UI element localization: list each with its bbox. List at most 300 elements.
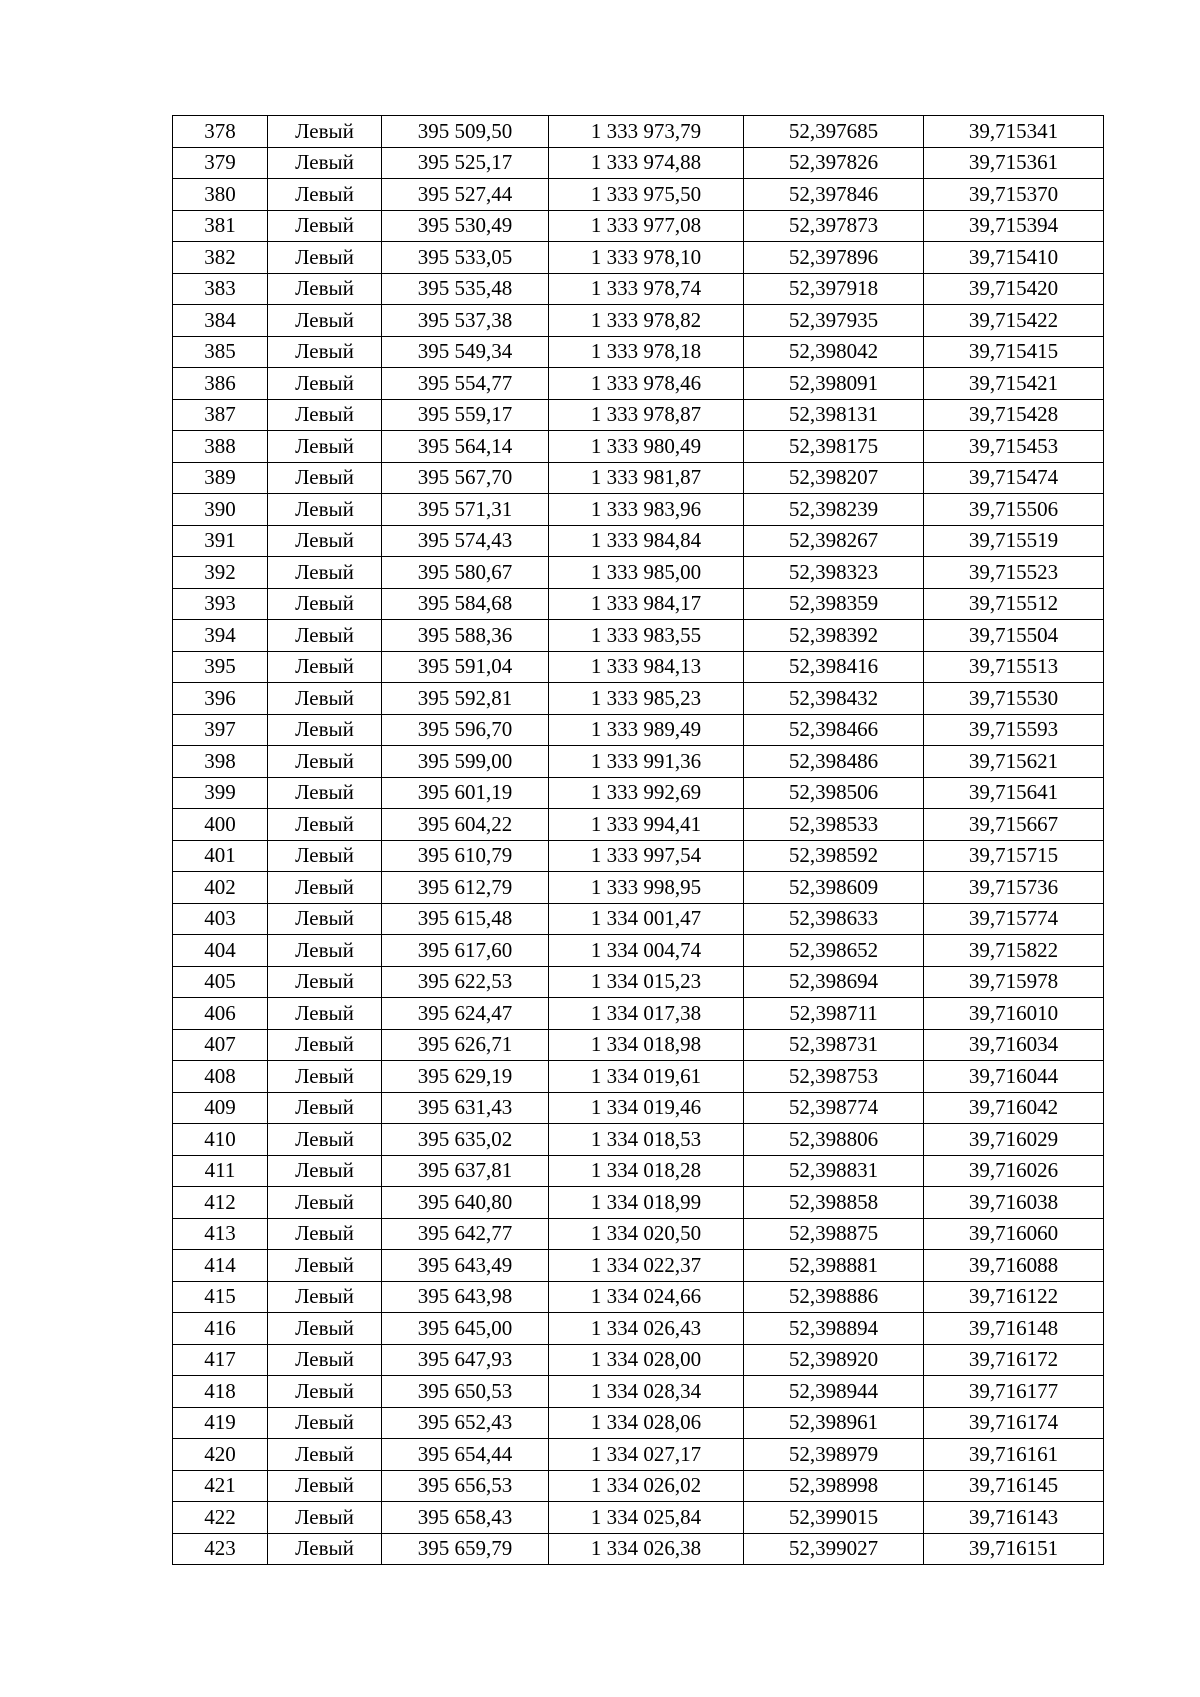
table-row	[173, 431, 1104, 463]
side-cell: Левый	[268, 116, 382, 148]
latitude-cell: 52,397846	[744, 179, 924, 211]
side-cell: Левый	[268, 557, 382, 589]
y-coordinate-cell: 1 334 017,38	[549, 998, 744, 1030]
longitude-cell: 39,716174	[924, 1407, 1104, 1439]
longitude-cell: 39,715715	[924, 840, 1104, 872]
table-row	[173, 525, 1104, 557]
longitude-cell: 39,715370	[924, 179, 1104, 211]
table-row	[173, 1533, 1104, 1565]
table-row	[173, 1155, 1104, 1187]
x-coordinate-cell: 395 637,81	[382, 1155, 549, 1187]
x-coordinate-cell: 395 588,36	[382, 620, 549, 652]
x-coordinate-cell: 395 580,67	[382, 557, 549, 589]
point-number-cell: 404	[173, 935, 268, 967]
y-coordinate-cell: 1 333 973,79	[549, 116, 744, 148]
y-coordinate-cell: 1 333 984,13	[549, 651, 744, 683]
x-coordinate-cell: 395 643,49	[382, 1250, 549, 1282]
longitude-cell: 39,715513	[924, 651, 1104, 683]
longitude-cell: 39,715428	[924, 399, 1104, 431]
point-number-cell: 400	[173, 809, 268, 841]
latitude-cell: 52,398731	[744, 1029, 924, 1061]
x-coordinate-cell: 395 626,71	[382, 1029, 549, 1061]
point-number-cell: 380	[173, 179, 268, 211]
point-number-cell: 420	[173, 1439, 268, 1471]
longitude-cell: 39,715822	[924, 935, 1104, 967]
table-row	[173, 368, 1104, 400]
point-number-cell: 396	[173, 683, 268, 715]
table-row	[173, 746, 1104, 778]
x-coordinate-cell: 395 591,04	[382, 651, 549, 683]
x-coordinate-cell: 395 640,80	[382, 1187, 549, 1219]
side-cell: Левый	[268, 714, 382, 746]
longitude-cell: 39,716161	[924, 1439, 1104, 1471]
side-cell: Левый	[268, 840, 382, 872]
latitude-cell: 52,398175	[744, 431, 924, 463]
point-number-cell: 405	[173, 966, 268, 998]
latitude-cell: 52,398875	[744, 1218, 924, 1250]
y-coordinate-cell: 1 334 019,61	[549, 1061, 744, 1093]
side-cell: Левый	[268, 242, 382, 274]
y-coordinate-cell: 1 334 018,28	[549, 1155, 744, 1187]
latitude-cell: 52,398753	[744, 1061, 924, 1093]
point-number-cell: 390	[173, 494, 268, 526]
x-coordinate-cell: 395 601,19	[382, 777, 549, 809]
point-number-cell: 411	[173, 1155, 268, 1187]
side-cell: Левый	[268, 1313, 382, 1345]
x-coordinate-cell: 395 525,17	[382, 147, 549, 179]
latitude-cell: 52,397935	[744, 305, 924, 337]
latitude-cell: 52,398466	[744, 714, 924, 746]
side-cell: Левый	[268, 809, 382, 841]
point-number-cell: 421	[173, 1470, 268, 1502]
side-cell: Левый	[268, 935, 382, 967]
side-cell: Левый	[268, 620, 382, 652]
x-coordinate-cell: 395 533,05	[382, 242, 549, 274]
table-row	[173, 872, 1104, 904]
latitude-cell: 52,398592	[744, 840, 924, 872]
x-coordinate-cell: 395 574,43	[382, 525, 549, 557]
table-row	[173, 966, 1104, 998]
side-cell: Левый	[268, 1187, 382, 1219]
side-cell: Левый	[268, 1281, 382, 1313]
side-cell: Левый	[268, 147, 382, 179]
point-number-cell: 406	[173, 998, 268, 1030]
table-row	[173, 179, 1104, 211]
x-coordinate-cell: 395 509,50	[382, 116, 549, 148]
longitude-cell: 39,716088	[924, 1250, 1104, 1282]
x-coordinate-cell: 395 617,60	[382, 935, 549, 967]
latitude-cell: 52,398323	[744, 557, 924, 589]
x-coordinate-cell: 395 629,19	[382, 1061, 549, 1093]
table-row	[173, 116, 1104, 148]
y-coordinate-cell: 1 333 984,84	[549, 525, 744, 557]
y-coordinate-cell: 1 333 978,82	[549, 305, 744, 337]
latitude-cell: 52,398432	[744, 683, 924, 715]
side-cell: Левый	[268, 1061, 382, 1093]
x-coordinate-cell: 395 535,48	[382, 273, 549, 305]
y-coordinate-cell: 1 333 980,49	[549, 431, 744, 463]
point-number-cell: 385	[173, 336, 268, 368]
longitude-cell: 39,715422	[924, 305, 1104, 337]
x-coordinate-cell: 395 650,53	[382, 1376, 549, 1408]
x-coordinate-cell: 395 615,48	[382, 903, 549, 935]
y-coordinate-cell: 1 333 989,49	[549, 714, 744, 746]
latitude-cell: 52,397685	[744, 116, 924, 148]
longitude-cell: 39,715774	[924, 903, 1104, 935]
y-coordinate-cell: 1 334 015,23	[549, 966, 744, 998]
point-number-cell: 391	[173, 525, 268, 557]
table-row	[173, 1187, 1104, 1219]
side-cell: Левый	[268, 998, 382, 1030]
y-coordinate-cell: 1 334 026,43	[549, 1313, 744, 1345]
table-row	[173, 147, 1104, 179]
latitude-cell: 52,398886	[744, 1281, 924, 1313]
longitude-cell: 39,715621	[924, 746, 1104, 778]
y-coordinate-cell: 1 334 020,50	[549, 1218, 744, 1250]
point-number-cell: 416	[173, 1313, 268, 1345]
longitude-cell: 39,715341	[924, 116, 1104, 148]
point-number-cell: 387	[173, 399, 268, 431]
point-number-cell: 397	[173, 714, 268, 746]
side-cell: Левый	[268, 777, 382, 809]
point-number-cell: 409	[173, 1092, 268, 1124]
table-row	[173, 1502, 1104, 1534]
side-cell: Левый	[268, 1092, 382, 1124]
x-coordinate-cell: 395 645,00	[382, 1313, 549, 1345]
point-number-cell: 403	[173, 903, 268, 935]
longitude-cell: 39,716143	[924, 1502, 1104, 1534]
longitude-cell: 39,716026	[924, 1155, 1104, 1187]
y-coordinate-cell: 1 334 025,84	[549, 1502, 744, 1534]
table-row	[173, 714, 1104, 746]
y-coordinate-cell: 1 334 024,66	[549, 1281, 744, 1313]
side-cell: Левый	[268, 305, 382, 337]
point-number-cell: 410	[173, 1124, 268, 1156]
y-coordinate-cell: 1 334 018,98	[549, 1029, 744, 1061]
y-coordinate-cell: 1 333 998,95	[549, 872, 744, 904]
point-number-cell: 384	[173, 305, 268, 337]
x-coordinate-cell: 395 530,49	[382, 210, 549, 242]
table-row	[173, 1376, 1104, 1408]
latitude-cell: 52,398392	[744, 620, 924, 652]
point-number-cell: 419	[173, 1407, 268, 1439]
side-cell: Левый	[268, 210, 382, 242]
point-number-cell: 414	[173, 1250, 268, 1282]
latitude-cell: 52,398359	[744, 588, 924, 620]
point-number-cell: 402	[173, 872, 268, 904]
side-cell: Левый	[268, 179, 382, 211]
y-coordinate-cell: 1 334 001,47	[549, 903, 744, 935]
table-row	[173, 242, 1104, 274]
side-cell: Левый	[268, 1124, 382, 1156]
point-number-cell: 423	[173, 1533, 268, 1565]
latitude-cell: 52,399027	[744, 1533, 924, 1565]
point-number-cell: 398	[173, 746, 268, 778]
latitude-cell: 52,398533	[744, 809, 924, 841]
y-coordinate-cell: 1 333 983,96	[549, 494, 744, 526]
x-coordinate-cell: 395 654,44	[382, 1439, 549, 1471]
y-coordinate-cell: 1 333 985,23	[549, 683, 744, 715]
latitude-cell: 52,398652	[744, 935, 924, 967]
x-coordinate-cell: 395 610,79	[382, 840, 549, 872]
latitude-cell: 52,399015	[744, 1502, 924, 1534]
longitude-cell: 39,716060	[924, 1218, 1104, 1250]
longitude-cell: 39,715530	[924, 683, 1104, 715]
table-row	[173, 399, 1104, 431]
longitude-cell: 39,715593	[924, 714, 1104, 746]
x-coordinate-cell: 395 656,53	[382, 1470, 549, 1502]
point-number-cell: 388	[173, 431, 268, 463]
longitude-cell: 39,715504	[924, 620, 1104, 652]
point-number-cell: 389	[173, 462, 268, 494]
table-row	[173, 1092, 1104, 1124]
x-coordinate-cell: 395 584,68	[382, 588, 549, 620]
side-cell: Левый	[268, 651, 382, 683]
table-row	[173, 809, 1104, 841]
coordinates-table-body	[173, 116, 1104, 1565]
latitude-cell: 52,398694	[744, 966, 924, 998]
y-coordinate-cell: 1 334 018,99	[549, 1187, 744, 1219]
latitude-cell: 52,397896	[744, 242, 924, 274]
x-coordinate-cell: 395 612,79	[382, 872, 549, 904]
table-row	[173, 462, 1104, 494]
x-coordinate-cell: 395 647,93	[382, 1344, 549, 1376]
point-number-cell: 386	[173, 368, 268, 400]
longitude-cell: 39,715410	[924, 242, 1104, 274]
side-cell: Левый	[268, 462, 382, 494]
latitude-cell: 52,398239	[744, 494, 924, 526]
y-coordinate-cell: 1 333 978,87	[549, 399, 744, 431]
x-coordinate-cell: 395 658,43	[382, 1502, 549, 1534]
longitude-cell: 39,715415	[924, 336, 1104, 368]
point-number-cell: 422	[173, 1502, 268, 1534]
longitude-cell: 39,715420	[924, 273, 1104, 305]
x-coordinate-cell: 395 564,14	[382, 431, 549, 463]
y-coordinate-cell: 1 333 997,54	[549, 840, 744, 872]
longitude-cell: 39,715978	[924, 966, 1104, 998]
latitude-cell: 52,398961	[744, 1407, 924, 1439]
table-row	[173, 588, 1104, 620]
table-row	[173, 1250, 1104, 1282]
side-cell: Левый	[268, 1376, 382, 1408]
side-cell: Левый	[268, 966, 382, 998]
y-coordinate-cell: 1 333 984,17	[549, 588, 744, 620]
x-coordinate-cell: 395 643,98	[382, 1281, 549, 1313]
point-number-cell: 407	[173, 1029, 268, 1061]
longitude-cell: 39,715506	[924, 494, 1104, 526]
latitude-cell: 52,398894	[744, 1313, 924, 1345]
side-cell: Левый	[268, 1407, 382, 1439]
y-coordinate-cell: 1 334 026,38	[549, 1533, 744, 1565]
longitude-cell: 39,715453	[924, 431, 1104, 463]
x-coordinate-cell: 395 635,02	[382, 1124, 549, 1156]
point-number-cell: 392	[173, 557, 268, 589]
point-number-cell: 399	[173, 777, 268, 809]
point-number-cell: 412	[173, 1187, 268, 1219]
side-cell: Левый	[268, 368, 382, 400]
longitude-cell: 39,716010	[924, 998, 1104, 1030]
x-coordinate-cell: 395 567,70	[382, 462, 549, 494]
side-cell: Левый	[268, 1155, 382, 1187]
side-cell: Левый	[268, 336, 382, 368]
latitude-cell: 52,398131	[744, 399, 924, 431]
table-row	[173, 1218, 1104, 1250]
longitude-cell: 39,715667	[924, 809, 1104, 841]
latitude-cell: 52,398042	[744, 336, 924, 368]
side-cell: Левый	[268, 683, 382, 715]
point-number-cell: 379	[173, 147, 268, 179]
table-row	[173, 305, 1104, 337]
x-coordinate-cell: 395 549,34	[382, 336, 549, 368]
longitude-cell: 39,716029	[924, 1124, 1104, 1156]
longitude-cell: 39,716172	[924, 1344, 1104, 1376]
longitude-cell: 39,715519	[924, 525, 1104, 557]
latitude-cell: 52,397918	[744, 273, 924, 305]
side-cell: Левый	[268, 903, 382, 935]
x-coordinate-cell: 395 659,79	[382, 1533, 549, 1565]
table-row	[173, 683, 1104, 715]
table-row	[173, 903, 1104, 935]
x-coordinate-cell: 395 527,44	[382, 179, 549, 211]
longitude-cell: 39,716151	[924, 1533, 1104, 1565]
longitude-cell: 39,715421	[924, 368, 1104, 400]
point-number-cell: 378	[173, 116, 268, 148]
y-coordinate-cell: 1 334 022,37	[549, 1250, 744, 1282]
table-row	[173, 1407, 1104, 1439]
longitude-cell: 39,716044	[924, 1061, 1104, 1093]
side-cell: Левый	[268, 1533, 382, 1565]
latitude-cell: 52,398633	[744, 903, 924, 935]
x-coordinate-cell: 395 537,38	[382, 305, 549, 337]
latitude-cell: 52,398609	[744, 872, 924, 904]
table-row	[173, 1124, 1104, 1156]
point-number-cell: 383	[173, 273, 268, 305]
point-number-cell: 401	[173, 840, 268, 872]
y-coordinate-cell: 1 334 028,00	[549, 1344, 744, 1376]
table-row	[173, 840, 1104, 872]
table-row	[173, 777, 1104, 809]
x-coordinate-cell: 395 596,70	[382, 714, 549, 746]
table-row	[173, 1470, 1104, 1502]
y-coordinate-cell: 1 333 975,50	[549, 179, 744, 211]
longitude-cell: 39,716038	[924, 1187, 1104, 1219]
y-coordinate-cell: 1 333 977,08	[549, 210, 744, 242]
longitude-cell: 39,716122	[924, 1281, 1104, 1313]
side-cell: Левый	[268, 1250, 382, 1282]
table-row	[173, 620, 1104, 652]
latitude-cell: 52,398267	[744, 525, 924, 557]
x-coordinate-cell: 395 571,31	[382, 494, 549, 526]
y-coordinate-cell: 1 334 004,74	[549, 935, 744, 967]
latitude-cell: 52,398998	[744, 1470, 924, 1502]
table-row	[173, 1029, 1104, 1061]
latitude-cell: 52,398831	[744, 1155, 924, 1187]
point-number-cell: 394	[173, 620, 268, 652]
longitude-cell: 39,716042	[924, 1092, 1104, 1124]
x-coordinate-cell: 395 642,77	[382, 1218, 549, 1250]
point-number-cell: 393	[173, 588, 268, 620]
point-number-cell: 408	[173, 1061, 268, 1093]
latitude-cell: 52,398944	[744, 1376, 924, 1408]
y-coordinate-cell: 1 333 978,74	[549, 273, 744, 305]
table-row	[173, 336, 1104, 368]
side-cell: Левый	[268, 494, 382, 526]
y-coordinate-cell: 1 333 978,46	[549, 368, 744, 400]
longitude-cell: 39,716145	[924, 1470, 1104, 1502]
y-coordinate-cell: 1 333 974,88	[549, 147, 744, 179]
longitude-cell: 39,716177	[924, 1376, 1104, 1408]
x-coordinate-cell: 395 624,47	[382, 998, 549, 1030]
latitude-cell: 52,398207	[744, 462, 924, 494]
y-coordinate-cell: 1 333 978,10	[549, 242, 744, 274]
latitude-cell: 52,398881	[744, 1250, 924, 1282]
table-row	[173, 557, 1104, 589]
point-number-cell: 413	[173, 1218, 268, 1250]
latitude-cell: 52,398979	[744, 1439, 924, 1471]
x-coordinate-cell: 395 592,81	[382, 683, 549, 715]
side-cell: Левый	[268, 1029, 382, 1061]
point-number-cell: 382	[173, 242, 268, 274]
y-coordinate-cell: 1 334 026,02	[549, 1470, 744, 1502]
table-row	[173, 935, 1104, 967]
latitude-cell: 52,398858	[744, 1187, 924, 1219]
y-coordinate-cell: 1 334 027,17	[549, 1439, 744, 1471]
latitude-cell: 52,398416	[744, 651, 924, 683]
y-coordinate-cell: 1 333 991,36	[549, 746, 744, 778]
x-coordinate-cell: 395 599,00	[382, 746, 549, 778]
table-row	[173, 1061, 1104, 1093]
point-number-cell: 417	[173, 1344, 268, 1376]
point-number-cell: 418	[173, 1376, 268, 1408]
y-coordinate-cell: 1 333 981,87	[549, 462, 744, 494]
y-coordinate-cell: 1 334 028,06	[549, 1407, 744, 1439]
y-coordinate-cell: 1 333 992,69	[549, 777, 744, 809]
x-coordinate-cell: 395 652,43	[382, 1407, 549, 1439]
x-coordinate-cell: 395 631,43	[382, 1092, 549, 1124]
latitude-cell: 52,398806	[744, 1124, 924, 1156]
x-coordinate-cell: 395 622,53	[382, 966, 549, 998]
longitude-cell: 39,715361	[924, 147, 1104, 179]
point-number-cell: 381	[173, 210, 268, 242]
side-cell: Левый	[268, 1344, 382, 1376]
y-coordinate-cell: 1 333 985,00	[549, 557, 744, 589]
point-number-cell: 395	[173, 651, 268, 683]
longitude-cell: 39,716034	[924, 1029, 1104, 1061]
latitude-cell: 52,398091	[744, 368, 924, 400]
side-cell: Левый	[268, 1439, 382, 1471]
side-cell: Левый	[268, 399, 382, 431]
longitude-cell: 39,715474	[924, 462, 1104, 494]
longitude-cell: 39,715394	[924, 210, 1104, 242]
latitude-cell: 52,397826	[744, 147, 924, 179]
y-coordinate-cell: 1 334 019,46	[549, 1092, 744, 1124]
latitude-cell: 52,398486	[744, 746, 924, 778]
side-cell: Левый	[268, 1502, 382, 1534]
point-number-cell: 415	[173, 1281, 268, 1313]
table-row	[173, 998, 1104, 1030]
latitude-cell: 52,398774	[744, 1092, 924, 1124]
table-row	[173, 651, 1104, 683]
table-row	[173, 1281, 1104, 1313]
y-coordinate-cell: 1 334 028,34	[549, 1376, 744, 1408]
y-coordinate-cell: 1 334 018,53	[549, 1124, 744, 1156]
latitude-cell: 52,397873	[744, 210, 924, 242]
side-cell: Левый	[268, 431, 382, 463]
x-coordinate-cell: 395 554,77	[382, 368, 549, 400]
longitude-cell: 39,715736	[924, 872, 1104, 904]
side-cell: Левый	[268, 872, 382, 904]
side-cell: Левый	[268, 1470, 382, 1502]
